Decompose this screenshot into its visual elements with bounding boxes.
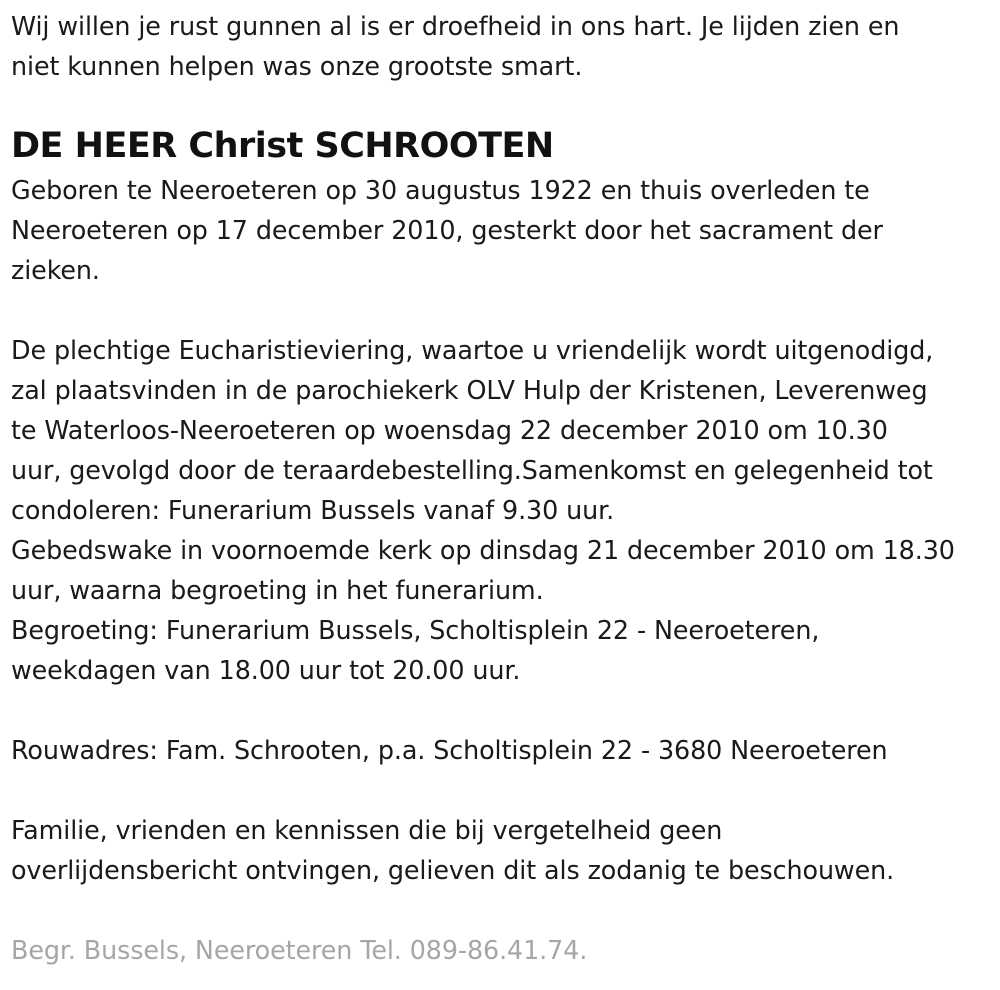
notice-paragraph [11,810,991,890]
deceased-name: DE HEER Christ SCHROOTEN [11,126,554,166]
spacer [11,770,991,810]
ceremony-line: weekdagen van 18.00 uur tot 20.00 uur. [11,655,521,685]
ceremony-line: De plechtige Eucharistieviering, waartoe u vriendelijk wordt uitgenodigd, [11,335,934,365]
notice-line: overlijdensbericht ontvingen, gelieven dit als zodanig te beschouwen. [11,855,895,885]
spacer [11,690,991,730]
birth-death-paragraph [11,170,991,290]
ceremony-line: te Waterloos-Neeroeteren op woensdag 22 december 2010 om 10.30 [11,415,888,445]
birth-death-line: zieken. [11,255,100,285]
ceremony-line: zal plaatsvinden in de parochiekerk OLV Hulp der Kristenen, Leverenweg [11,375,928,405]
intro-line: niet kunnen helpen was onze grootste smart. [11,51,583,81]
funeral-home-footer: Begr. Bussels, Neeroeteren Tel. 089-86.41.74. [11,935,588,965]
spacer [11,290,991,330]
ceremony-line: uur, waarna begroeting in het funerarium. [11,575,544,605]
spacer [11,890,991,930]
birth-death-line: Neeroeteren op 17 december 2010, gesterkt door het sacrament der [11,215,883,245]
ceremony-line: Begroeting: Funerarium Bussels, Scholtisplein 22 - Neeroeteren, [11,615,820,645]
intro-line: Wij willen je rust gunnen al is er droefheid in ons hart. Je lijden zien en [11,11,900,41]
ceremony-paragraph [11,330,991,690]
ceremony-line: Gebedswake in voornoemde kerk op dinsdag 21 december 2010 om 18.30 [11,535,955,565]
intro-verse [11,6,991,86]
ceremony-line: uur, gevolgd door de teraardebestelling.Samenkomst en gelegenheid tot [11,455,933,485]
obituary-notice [11,6,991,970]
mourning-address: Rouwadres: Fam. Schrooten, p.a. Scholtisplein 22 - 3680 Neeroeteren [11,735,888,765]
birth-death-line: Geboren te Neeroeteren op 30 augustus 1922 en thuis overleden te [11,175,870,205]
ceremony-line: condoleren: Funerarium Bussels vanaf 9.30 uur. [11,495,615,525]
notice-line: Familie, vrienden en kennissen die bij vergetelheid geen [11,815,723,845]
